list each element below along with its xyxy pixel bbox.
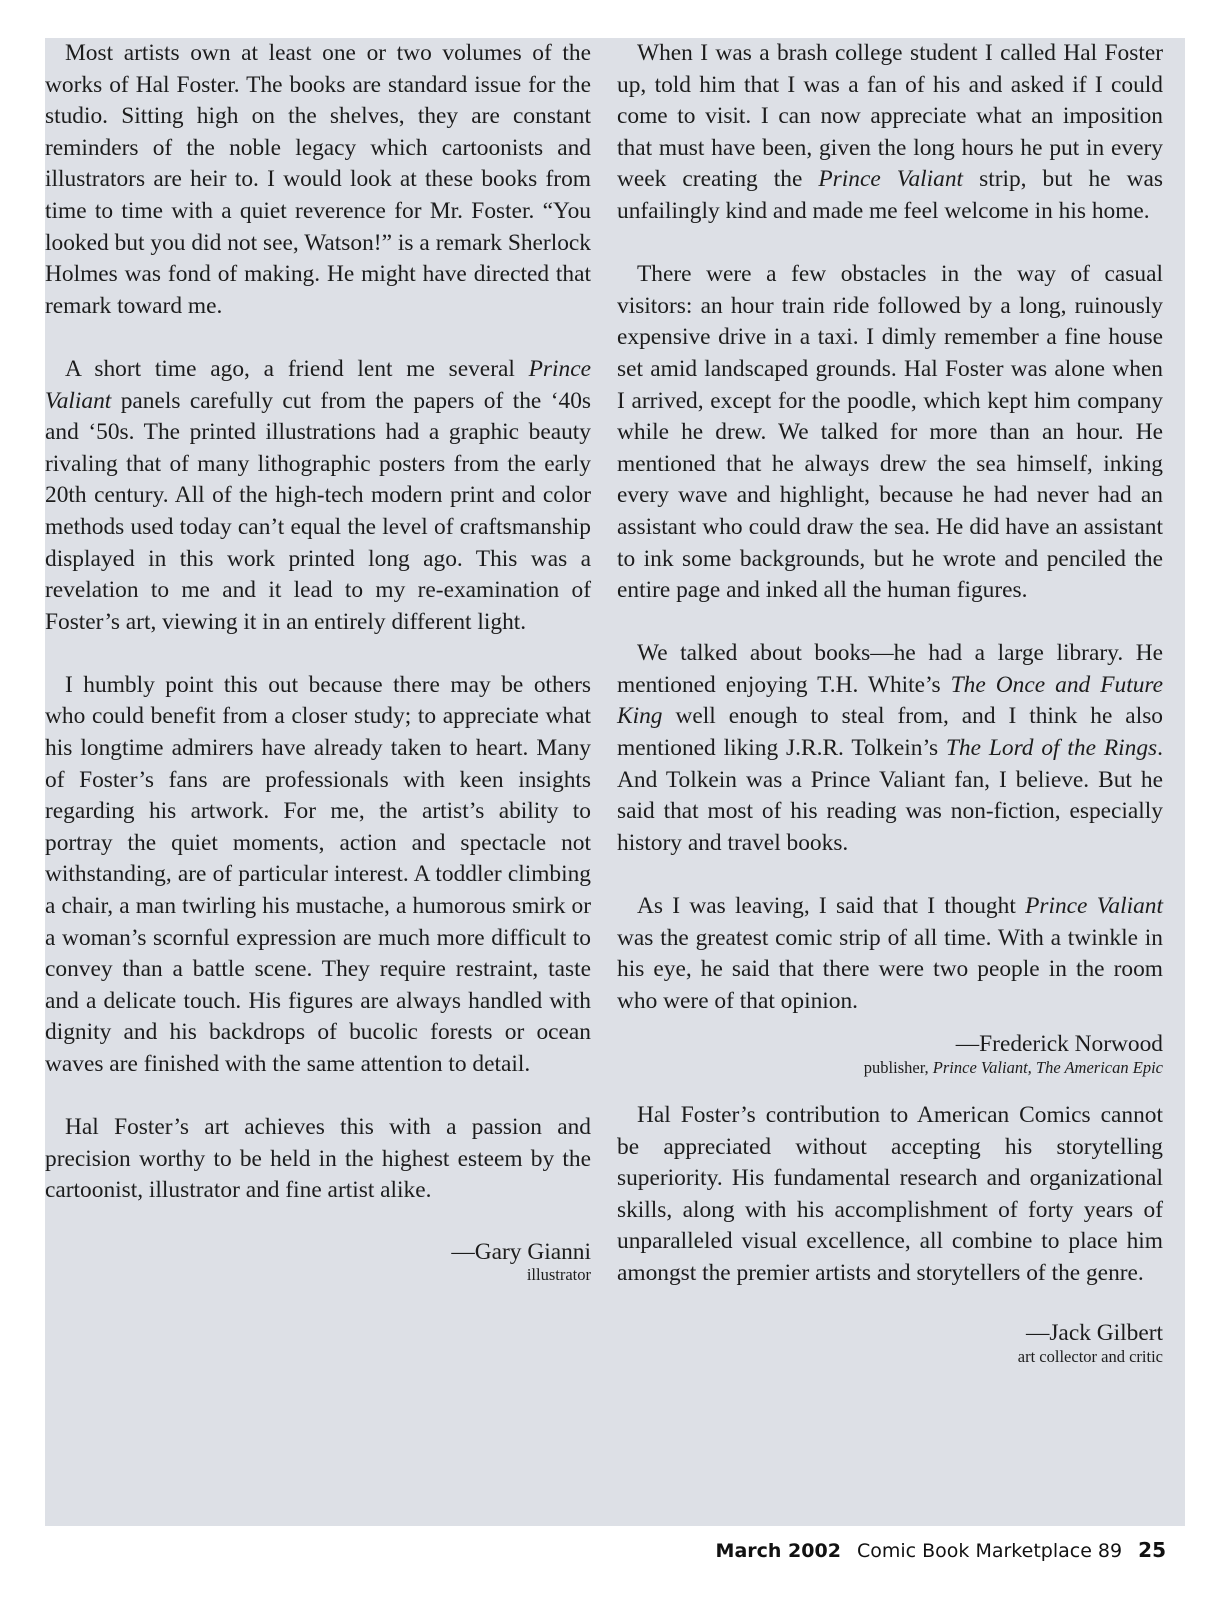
signature — [45, 1239, 591, 1286]
book-title: The Once and Future King — [617, 671, 1164, 730]
text-span: . And Tolkein was a Prince Valiant fan, I believe. But he said that most of his reading was non-fiction, especially history and travel books. — [617, 735, 1163, 856]
text-span: As I was leaving, I said that I thought — [637, 893, 1026, 920]
text-span: When I was a brash college student I called Hal Foster up, told him that I was a fan of his and asked if I could come to visit. I can now appreciate what an imposition that must have been, given the long hours he put in every week creating the — [617, 40, 1163, 193]
book-title: Prince Valiant — [45, 355, 591, 414]
author-role — [617, 1058, 1163, 1078]
book-title: Prince Valiant — [1025, 893, 1163, 920]
left-column — [45, 38, 591, 1285]
right-column — [617, 38, 1163, 1366]
issue-date: March 2002 — [715, 1540, 841, 1562]
text-span: strip, but he was unfailingly kind and made me feel welcome in his home. — [617, 166, 1163, 224]
text-span: publisher, — [863, 1058, 933, 1078]
text-span: We talked about books—he had a large library. He mentioned enjoying T.H. White’s — [617, 640, 1163, 698]
paragraph — [617, 38, 1163, 228]
text-span: was the greatest comic strip of all time. With a twinkle in his eye, he said that there were two people in the room who were of that opinion. — [617, 924, 1163, 1014]
article-panel — [45, 38, 1185, 1526]
text-span: well enough to steal from, and I think he also mentioned liking J.R.R. Tolkein’s — [617, 703, 1163, 762]
author-name: —Jack Gilbert — [1025, 1319, 1163, 1346]
paragraph: There were a few obstacles in the way of casual visitors: an hour train ride followed by a long, ruinously expensive drive in a taxi. I dimly remember a fine house set amid landscaped grounds. Hal Foster was alone when I arrived, except for the poodle, which kept him company while he drew. We talked for more than an hour. He mentioned that he always drew the sea himself, inking every wave and highlight, because he had never had an assistant who could draw the sea. He did have an assistant to ink some backgrounds, but he wrote and penciled the entire page and inked all the human figures. — [617, 261, 1163, 604]
paragraph — [617, 638, 1163, 859]
page-number: 25 — [1138, 1538, 1166, 1562]
book-title: Prince Valiant, The American Epic — [932, 1058, 1163, 1078]
book-title: The Lord of the Rings — [945, 735, 1158, 762]
paragraph — [45, 354, 591, 638]
paragraph: Most artists own at least one or two volumes of the works of Hal Foster. The books are standard issue for the studio. Sitting high on the shelves, they are constant reminders of the noble legacy which cartoonists and illustrators are heir to. I would look at these books from time to time with a quiet reverence for Mr. Foster. “You looked but you did not see, Watson!” is a remark Sherlock Holmes was fond of making. He might have directed that remark toward me. — [45, 40, 591, 319]
signature — [617, 1031, 1163, 1078]
paragraph: I humbly point this out because there may be others who could benefit from a closer study; to appreciate what his longtime admirers have already taken to heart. Many of Foster’s fans are professionals with keen insights regarding his artwork. For me, the artist’s ability to portray the quiet moments, action and spectacle not withstanding, are of particular interest. A toddler climbing a chair, a man twirling his mustache, a humorous smirk or a woman’s scornful expression are much more difficult to convey than a battle scene. They require restraint, taste and a delicate touch. His figures are always handled with dignity and his backdrops of bucolic forests or ocean waves are finished with the same attention to detail. — [45, 671, 591, 1077]
paragraph — [617, 891, 1163, 1017]
author-role: illustrator — [526, 1265, 591, 1285]
author-name: —Gary Gianni — [451, 1238, 591, 1265]
text-span: A short time ago, a friend lent me several — [65, 355, 529, 382]
page-footer — [716, 1538, 1166, 1562]
paragraph: Hal Foster’s contribution to American Comics cannot be appreciated without accepting his storytelling superiority. His fundamental research and organizational skills, along with his accomplishment of forty years of unparalleled visual excellence, all combine to place him amongst the premier artists and storytellers of the genre. — [617, 1102, 1163, 1287]
paragraph: Hal Foster’s art achieves this with a passion and precision worthy to be held in the highest esteem by the cartoonist, illustrator and fine artist alike. — [45, 1114, 591, 1204]
book-title: Prince Valiant — [818, 166, 964, 193]
magazine-title: Comic Book Marketplace 89 — [856, 1540, 1123, 1562]
text-span: panels carefully cut from the papers of the ‘40s and ‘50s. The printed illustrations had a graphic beauty rivaling that of many lithographic posters from the early 20th century. All of the high-tech modern print and color methods used today can’t equal the level of craftsmanship displayed in this work printed long ago. This was a revelation to me and it lead to my re-examination of Foster’s art, viewing it in an entirely different light. — [45, 387, 591, 635]
signature — [617, 1320, 1163, 1367]
author-role: art collector and critic — [1017, 1346, 1163, 1366]
author-name: —Frederick Norwood — [955, 1031, 1163, 1058]
